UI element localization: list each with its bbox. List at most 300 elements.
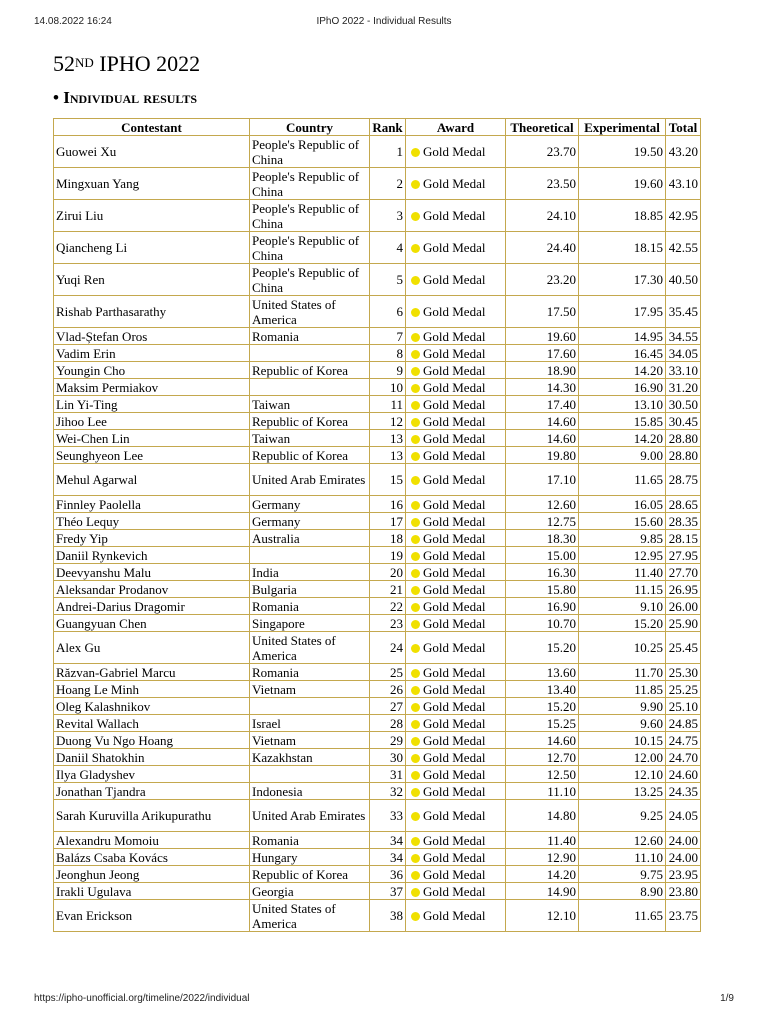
contestant-rank: 11 [370,396,406,413]
total-score: 23.80 [666,883,701,900]
award-label: Gold Medal [423,513,486,529]
contestant-country: Republic of Korea [250,866,370,883]
table-row [54,328,701,345]
theoretical-score: 15.25 [506,715,579,732]
contestant-award [406,698,506,715]
contestant-rank: 10 [370,379,406,396]
table-row [54,832,701,849]
table-row [54,430,701,447]
contestant-rank: 36 [370,866,406,883]
award-label: Gold Medal [423,496,486,512]
contestant-award [406,615,506,632]
award-label: Gold Medal [423,430,486,446]
edition-ordinal-suffix: ND [75,55,94,70]
theoretical-score: 14.90 [506,883,579,900]
gold-medal-dot-icon [411,788,420,797]
total-score: 24.85 [666,715,701,732]
theoretical-score: 23.20 [506,264,579,296]
theoretical-score: 24.40 [506,232,579,264]
experimental-score: 14.20 [579,430,666,447]
contestant-name: Maksim Permiakov [54,379,250,396]
gold-medal-dot-icon [411,350,420,359]
gold-medal-dot-icon [411,737,420,746]
theoretical-score: 18.90 [506,362,579,379]
column-header-award: Award [406,119,506,136]
contestant-rank: 34 [370,849,406,866]
gold-medal-dot-icon [411,812,420,821]
table-row [54,883,701,900]
table-row [54,766,701,783]
contestant-award [406,547,506,564]
contestant-rank: 2 [370,168,406,200]
gold-medal-dot-icon [411,888,420,897]
experimental-score: 19.50 [579,136,666,168]
theoretical-score: 14.60 [506,430,579,447]
table-row [54,513,701,530]
table-row [54,900,701,932]
contestant-award [406,396,506,413]
contestant-country [250,766,370,783]
theoretical-score: 12.60 [506,496,579,513]
contestant-country: People's Republic of China [250,232,370,264]
table-row [54,464,701,496]
contestant-rank: 12 [370,413,406,430]
contestant-award [406,530,506,547]
contestant-country: United Arab Emirates [250,800,370,832]
contestant-rank: 37 [370,883,406,900]
contestant-award [406,783,506,800]
theoretical-score: 10.70 [506,615,579,632]
table-row [54,447,701,464]
results-body [54,136,701,932]
experimental-score: 19.60 [579,168,666,200]
award-label: Gold Medal [423,908,486,923]
contestant-country: Taiwan [250,430,370,447]
theoretical-score: 17.50 [506,296,579,328]
contestant-name: Fredy Yip [54,530,250,547]
table-row [54,345,701,362]
contestant-award [406,900,506,932]
table-row [54,698,701,715]
experimental-score: 10.25 [579,632,666,664]
award-label: Gold Medal [423,472,486,487]
gold-medal-dot-icon [411,435,420,444]
experimental-score: 12.10 [579,766,666,783]
contestant-rank: 9 [370,362,406,379]
contestant-award [406,296,506,328]
contestant-name: Seunghyeon Lee [54,447,250,464]
total-score: 28.35 [666,513,701,530]
contestant-award [406,200,506,232]
experimental-score: 18.15 [579,232,666,264]
contestant-rank: 18 [370,530,406,547]
gold-medal-dot-icon [411,180,420,189]
experimental-score: 18.85 [579,200,666,232]
contestant-name: Guangyuan Chen [54,615,250,632]
table-row [54,264,701,296]
table-row [54,362,701,379]
gold-medal-dot-icon [411,384,420,393]
contestant-name: Evan Erickson [54,900,250,932]
experimental-score: 9.00 [579,447,666,464]
total-score: 42.55 [666,232,701,264]
table-row [54,200,701,232]
total-score: 25.25 [666,681,701,698]
award-label: Gold Medal [423,176,486,191]
table-row [54,632,701,664]
experimental-score: 11.65 [579,464,666,496]
contestant-country: United Arab Emirates [250,464,370,496]
contestant-rank: 21 [370,581,406,598]
award-label: Gold Medal [423,883,486,899]
award-label: Gold Medal [423,547,486,563]
contestant-country: Germany [250,496,370,513]
gold-medal-dot-icon [411,212,420,221]
contestant-award [406,345,506,362]
gold-medal-dot-icon [411,308,420,317]
gold-medal-dot-icon [411,244,420,253]
theoretical-score: 16.90 [506,598,579,615]
table-row [54,413,701,430]
experimental-score: 11.85 [579,681,666,698]
theoretical-score: 14.60 [506,413,579,430]
award-label: Gold Medal [423,581,486,597]
total-score: 24.75 [666,732,701,749]
contestant-country: Republic of Korea [250,413,370,430]
theoretical-score: 12.70 [506,749,579,766]
contestant-rank: 3 [370,200,406,232]
table-row [54,379,701,396]
contestant-country: People's Republic of China [250,136,370,168]
contestant-award [406,681,506,698]
total-score: 30.45 [666,413,701,430]
contestant-name: Guowei Xu [54,136,250,168]
experimental-score: 8.90 [579,883,666,900]
experimental-score: 12.60 [579,832,666,849]
contestant-rank: 33 [370,800,406,832]
experimental-score: 16.05 [579,496,666,513]
experimental-score: 9.10 [579,598,666,615]
experimental-score: 11.40 [579,564,666,581]
gold-medal-dot-icon [411,871,420,880]
contestant-name: Andrei-Darius Dragomir [54,598,250,615]
contestant-rank: 23 [370,615,406,632]
contestant-award [406,632,506,664]
award-label: Gold Medal [423,564,486,580]
contestant-award [406,379,506,396]
contestant-country: Romania [250,598,370,615]
table-row [54,681,701,698]
experimental-score: 9.75 [579,866,666,883]
table-row [54,496,701,513]
section-title [53,87,197,109]
table-row [54,732,701,749]
total-score: 23.75 [666,900,701,932]
contestant-name: Lin Yi-Ting [54,396,250,413]
total-score: 26.95 [666,581,701,598]
theoretical-score: 15.20 [506,632,579,664]
contestant-country: Indonesia [250,783,370,800]
total-score: 24.35 [666,783,701,800]
column-header-country: Country [250,119,370,136]
award-label: Gold Medal [423,698,486,714]
contestant-award [406,866,506,883]
award-label: Gold Medal [423,849,486,865]
contestant-country: People's Republic of China [250,264,370,296]
experimental-score: 9.60 [579,715,666,732]
total-score: 28.15 [666,530,701,547]
gold-medal-dot-icon [411,367,420,376]
experimental-score: 17.30 [579,264,666,296]
total-score: 35.45 [666,296,701,328]
contestant-country: United States of America [250,296,370,328]
contestant-name: Jonathan Tjandra [54,783,250,800]
experimental-score: 10.15 [579,732,666,749]
print-page-counter: 1/9 [720,993,734,1004]
experimental-score: 17.95 [579,296,666,328]
theoretical-score: 11.10 [506,783,579,800]
award-label: Gold Medal [423,345,486,361]
award-label: Gold Medal [423,379,486,395]
theoretical-score: 12.10 [506,900,579,932]
contestant-award [406,715,506,732]
table-row [54,232,701,264]
theoretical-score: 14.60 [506,732,579,749]
contestant-name: Alexandru Momoiu [54,832,250,849]
theoretical-score: 23.50 [506,168,579,200]
award-label: Gold Medal [423,866,486,882]
contestant-rank: 38 [370,900,406,932]
print-datetime: 14.08.2022 16:24 [34,16,112,27]
gold-medal-dot-icon [411,644,420,653]
contestant-rank: 20 [370,564,406,581]
contestant-country [250,379,370,396]
contestant-rank: 31 [370,766,406,783]
contestant-award [406,168,506,200]
contestant-award [406,232,506,264]
theoretical-score: 13.60 [506,664,579,681]
award-label: Gold Medal [423,615,486,631]
theoretical-score: 19.60 [506,328,579,345]
contestant-country: Republic of Korea [250,362,370,379]
contestant-country: Romania [250,832,370,849]
theoretical-score: 11.40 [506,832,579,849]
experimental-score: 11.70 [579,664,666,681]
award-label: Gold Medal [423,664,486,680]
contestant-name: Revital Wallach [54,715,250,732]
contestant-country: Republic of Korea [250,447,370,464]
total-score: 24.00 [666,832,701,849]
theoretical-score: 12.50 [506,766,579,783]
contestant-award [406,430,506,447]
table-row [54,396,701,413]
award-label: Gold Medal [423,272,486,287]
table-row [54,547,701,564]
contestant-name: Sarah Kuruvilla Arikupurathu [54,800,250,832]
total-score: 28.65 [666,496,701,513]
gold-medal-dot-icon [411,912,420,921]
theoretical-score: 18.30 [506,530,579,547]
table-row [54,136,701,168]
theoretical-score: 16.30 [506,564,579,581]
total-score: 43.10 [666,168,701,200]
experimental-score: 16.45 [579,345,666,362]
experimental-score: 16.90 [579,379,666,396]
gold-medal-dot-icon [411,148,420,157]
contestant-rank: 32 [370,783,406,800]
gold-medal-dot-icon [411,476,420,485]
total-score: 27.95 [666,547,701,564]
contestant-name: Hoang Le Minh [54,681,250,698]
contestant-award [406,362,506,379]
contestant-name: Finnley Paolella [54,496,250,513]
total-score: 24.60 [666,766,701,783]
total-score: 28.80 [666,447,701,464]
table-row [54,530,701,547]
contestant-country: Bulgaria [250,581,370,598]
gold-medal-dot-icon [411,552,420,561]
contestant-award [406,598,506,615]
theoretical-score: 14.30 [506,379,579,396]
gold-medal-dot-icon [411,854,420,863]
contestant-rank: 1 [370,136,406,168]
contestant-name: Alex Gu [54,632,250,664]
gold-medal-dot-icon [411,276,420,285]
table-row [54,615,701,632]
gold-medal-dot-icon [411,720,420,729]
gold-medal-dot-icon [411,401,420,410]
award-label: Gold Medal [423,328,486,344]
contestant-name: Duong Vu Ngo Hoang [54,732,250,749]
contestant-rank: 25 [370,664,406,681]
contestant-award [406,496,506,513]
total-score: 26.00 [666,598,701,615]
experimental-score: 14.95 [579,328,666,345]
contestant-name: Wei-Chen Lin [54,430,250,447]
gold-medal-dot-icon [411,569,420,578]
contestant-rank: 6 [370,296,406,328]
contestant-rank: 16 [370,496,406,513]
contestant-rank: 26 [370,681,406,698]
contestant-name: Balázs Csaba Kovács [54,849,250,866]
theoretical-score: 15.80 [506,581,579,598]
experimental-score: 13.10 [579,396,666,413]
contestant-award [406,664,506,681]
contestant-country: Kazakhstan [250,749,370,766]
experimental-score: 9.85 [579,530,666,547]
award-label: Gold Medal [423,732,486,748]
contestant-country: People's Republic of China [250,200,370,232]
experimental-score: 15.85 [579,413,666,430]
gold-medal-dot-icon [411,586,420,595]
total-score: 28.80 [666,430,701,447]
gold-medal-dot-icon [411,703,420,712]
contestant-rank: 13 [370,430,406,447]
contestant-name: Zirui Liu [54,200,250,232]
contestant-country: Georgia [250,883,370,900]
total-score: 28.75 [666,464,701,496]
theoretical-score: 15.20 [506,698,579,715]
contestant-name: Vadim Erin [54,345,250,362]
print-url: https://ipho-unofficial.org/timeline/2022/individual [34,993,250,1004]
contestant-country: India [250,564,370,581]
contestant-name: Daniil Rynkevich [54,547,250,564]
experimental-score: 12.95 [579,547,666,564]
table-row [54,783,701,800]
experimental-score: 11.10 [579,849,666,866]
award-label: Gold Medal [423,715,486,731]
theoretical-score: 17.60 [506,345,579,362]
award-label: Gold Medal [423,413,486,429]
contestant-name: Théo Lequy [54,513,250,530]
contestant-name: Mingxuan Yang [54,168,250,200]
total-score: 27.70 [666,564,701,581]
total-score: 33.10 [666,362,701,379]
theoretical-score: 17.10 [506,464,579,496]
gold-medal-dot-icon [411,452,420,461]
award-label: Gold Medal [423,447,486,463]
contestant-rank: 28 [370,715,406,732]
contestant-country: Taiwan [250,396,370,413]
theoretical-score: 15.00 [506,547,579,564]
contestant-country: Vietnam [250,681,370,698]
theoretical-score: 23.70 [506,136,579,168]
experimental-score: 9.90 [579,698,666,715]
award-label: Gold Medal [423,783,486,799]
total-score: 43.20 [666,136,701,168]
total-score: 23.95 [666,866,701,883]
theoretical-score: 24.10 [506,200,579,232]
contestant-award [406,766,506,783]
contestant-award [406,800,506,832]
experimental-score: 9.25 [579,800,666,832]
contestant-rank: 13 [370,447,406,464]
contestant-name: Aleksandar Prodanov [54,581,250,598]
experimental-score: 15.20 [579,615,666,632]
contestant-award [406,849,506,866]
results-table [53,118,701,932]
section-title-text: Individual results [63,88,197,107]
table-header-row [54,119,701,136]
table-row [54,749,701,766]
total-score: 25.90 [666,615,701,632]
table-row [54,866,701,883]
experimental-score: 14.20 [579,362,666,379]
contestant-rank: 4 [370,232,406,264]
total-score: 40.50 [666,264,701,296]
award-label: Gold Medal [423,681,486,697]
contestant-name: Răzvan-Gabriel Marcu [54,664,250,681]
gold-medal-dot-icon [411,535,420,544]
print-page-title: IPhO 2022 - Individual Results [316,16,452,27]
contestant-country [250,698,370,715]
contestant-name: Qiancheng Li [54,232,250,264]
table-row [54,296,701,328]
olympiad-name: IPHO 2022 [99,51,201,76]
experimental-score: 13.25 [579,783,666,800]
contestant-award [406,513,506,530]
experimental-score: 11.65 [579,900,666,932]
contestant-award [406,749,506,766]
contestant-rank: 15 [370,464,406,496]
contestant-country: Vietnam [250,732,370,749]
table-row [54,581,701,598]
award-label: Gold Medal [423,766,486,782]
gold-medal-dot-icon [411,603,420,612]
column-header-theoretical: Theoretical [506,119,579,136]
contestant-country: Australia [250,530,370,547]
gold-medal-dot-icon [411,418,420,427]
